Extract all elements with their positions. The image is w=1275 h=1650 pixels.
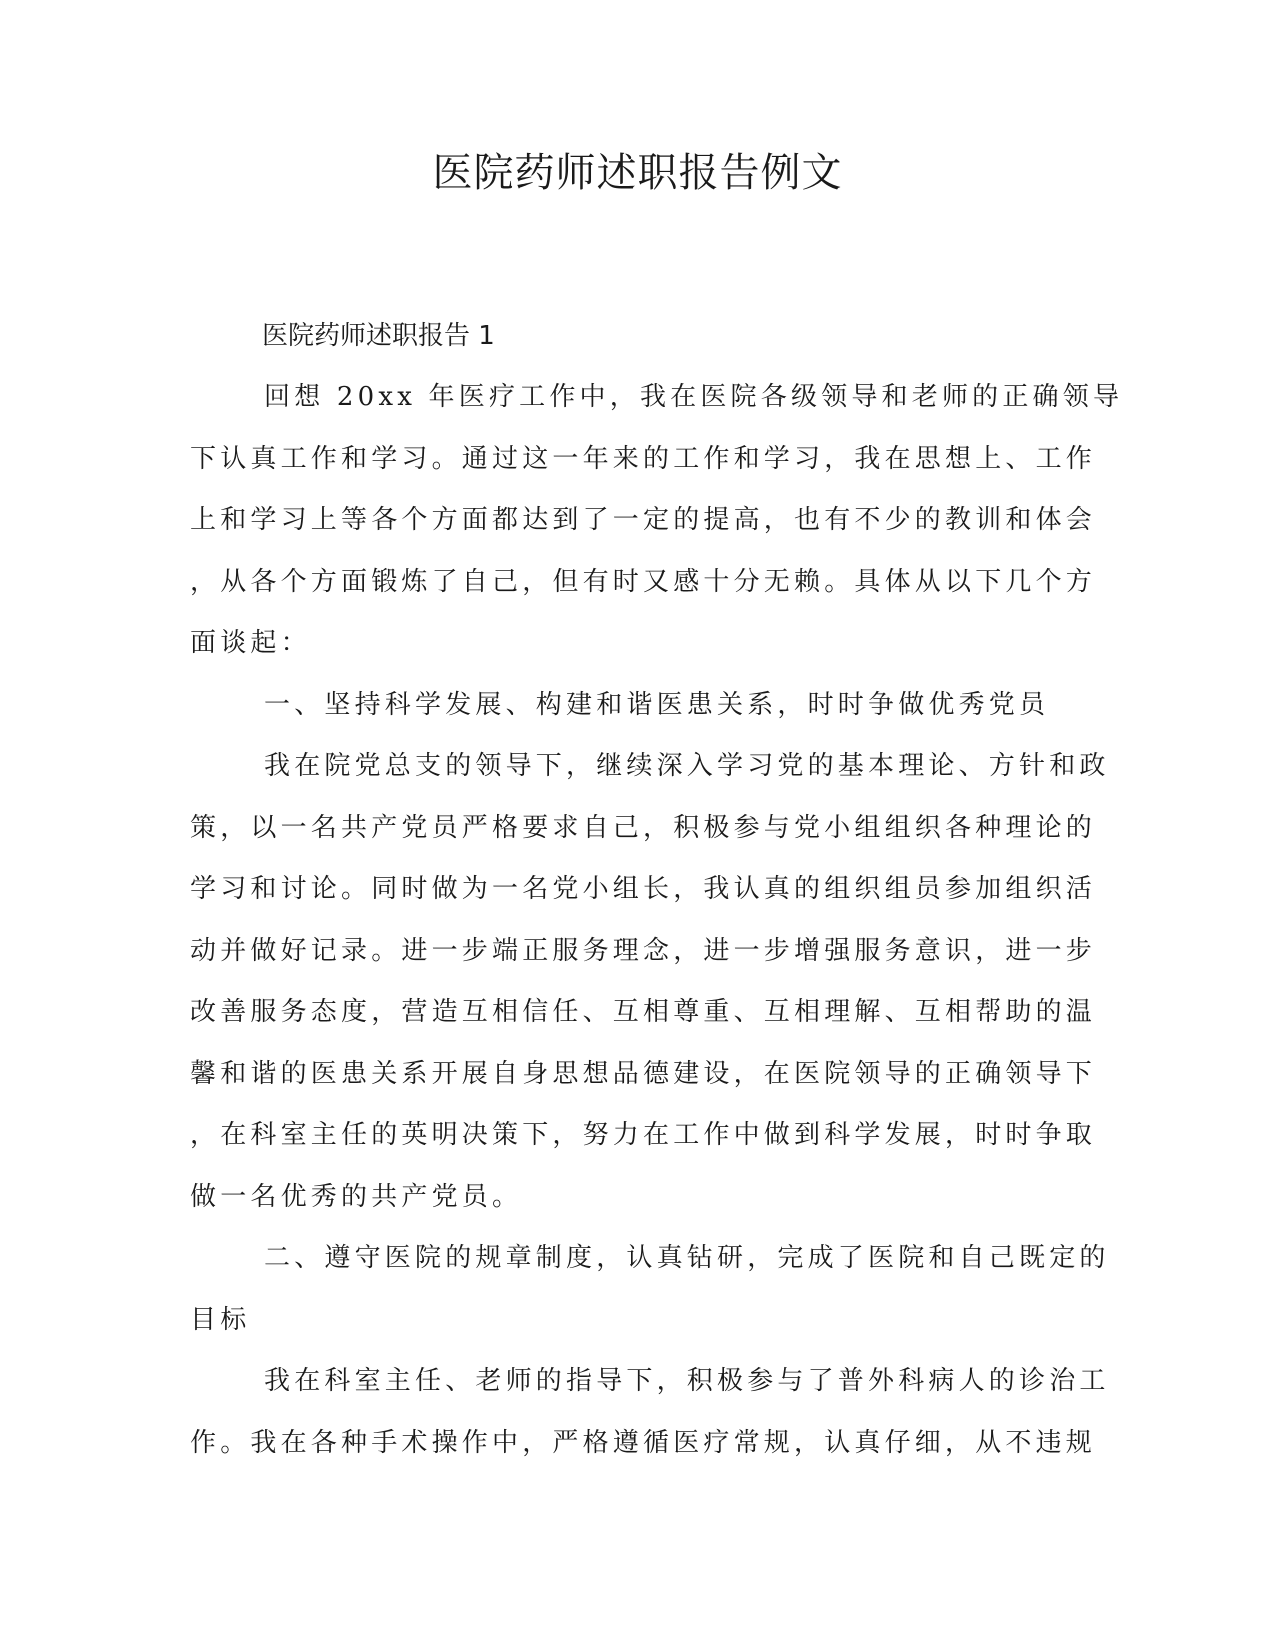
body-text-line: 馨和谐的医患关系开展自身思想品德建设，在医院领导的正确领导下 [190, 1058, 1097, 1089]
body-text-line: 策，以一名共产党员严格要求自己，积极参与党小组组织各种理论的 [190, 812, 1097, 843]
body-text-line: 我在科室主任、老师的指导下，积极参与了普外科病人的诊治工 [264, 1366, 1110, 1396]
document-title: 医院药师述职报告例文 [432, 150, 843, 196]
body-text-line: ，在科室主任的英明决策下，努力在工作中做到科学发展，时时争取 [190, 1120, 1097, 1150]
body-text-line: 回想 20xx 年医疗工作中，我在医院各级领导和老师的正确领导 [264, 382, 1124, 412]
body-text-line: 作。我在各种手术操作中，严格遵循医疗常规，认真仔细，从不违规 [190, 1427, 1097, 1458]
body-text-line: 目标 [190, 1304, 251, 1335]
body-text-line: 改善服务态度，营造互相信任、互相尊重、互相理解、互相帮助的温 [190, 997, 1097, 1027]
body-text-line: 下认真工作和学习。通过这一年来的工作和学习，我在思想上、工作 [190, 443, 1097, 474]
body-text-line: 上和学习上等各个方面都达到了一定的提高，也有不少的教训和体会 [190, 505, 1097, 535]
body-text-line: 面谈起： [190, 628, 311, 658]
body-text-line: 二、遵守医院的规章制度，认真钻研，完成了医院和自己既定的 [264, 1243, 1110, 1273]
document-body [190, 367, 1124, 1474]
body-text-line: ，从各个方面锻炼了自己，但有时又感十分无赖。具体从以下几个方 [190, 566, 1097, 597]
body-text-line: 做一名优秀的共产党员。 [190, 1181, 523, 1212]
body-text-line: 动并做好记录。进一步端正服务理念，进一步增强服务意识，进一步 [190, 935, 1097, 966]
body-text-line: 一、坚持科学发展、构建和谐医患关系，时时争做优秀党员 [264, 689, 1050, 720]
body-text-line: 学习和讨论。同时做为一名党小组长，我认真的组织组员参加组织活 [190, 874, 1097, 904]
body-text-line: 我在院党总支的领导下，继续深入学习党的基本理论、方针和政 [264, 751, 1110, 781]
section-heading: 医院药师述职报告 1 [262, 321, 495, 351]
